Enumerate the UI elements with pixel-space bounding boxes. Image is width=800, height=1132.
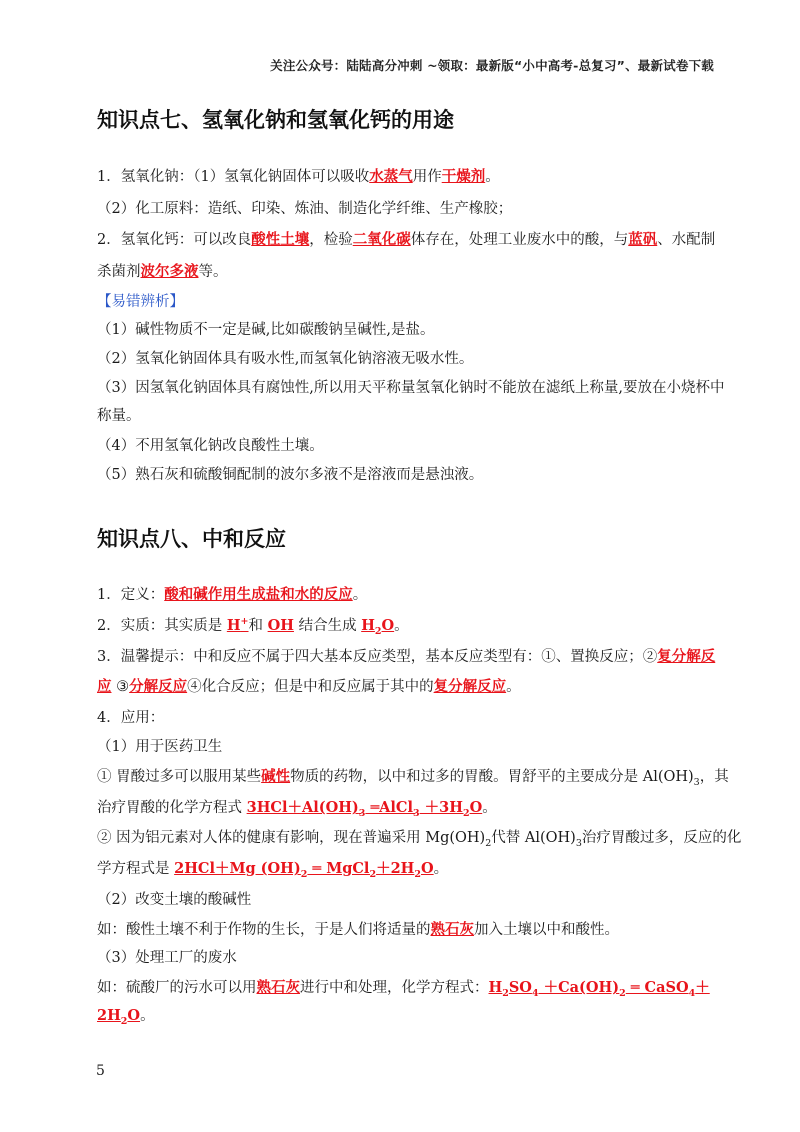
s8-tip-b: 应 ③分解反应④化合反应；但是中和反应属于其中的复分解反应。 xyxy=(97,678,521,695)
highlight-term: 波尔多液 xyxy=(140,263,199,280)
s7-error-3b: 称量。 xyxy=(97,408,141,424)
highlight-term: 二氧化碳 xyxy=(352,231,411,248)
s8-app-3-line-1: 如：硫酸厂的污水可以用熟石灰进行中和处理，化学方程式：$H_2SO_4 +Ca(OH)_2$ ═ CaSO$_4$＋ xyxy=(97,979,710,999)
highlight-term: 蓝矾 xyxy=(628,231,658,248)
section-title-8: 知识点八、中和反应 xyxy=(97,527,286,551)
equation: $3HCl+Al(OH)_3$ ═AlCl$_3$ $+3H_2O$ xyxy=(246,799,483,819)
equation: $H_2SO_4 +Ca(OH)_2$ ═ CaSO$_4$＋ xyxy=(488,979,710,999)
page-number: 5 xyxy=(96,1063,105,1079)
s7-line-3: 2．氢氧化钙：可以改良酸性土壤，检验二氧化碳体存在，处理工业废水中的酸，与蓝矾、水配制 xyxy=(97,231,716,248)
highlight-term: 酸性土壤 xyxy=(251,231,310,248)
s8-app-1: （1）用于医药卫生 xyxy=(97,739,223,755)
s8-app-2-line-1: 如：酸性土壤不利于作物的生长，于是人们将适量的熟石灰加入土壤以中和酸性。 xyxy=(97,921,619,938)
highlight-term: H+ xyxy=(226,616,249,634)
s7-error-3a: （3）因氢氧化钠固体具有腐蚀性,所以用天平称量氢氧化钠时不能放在滤纸上称量,要放在小烧杯中 xyxy=(97,380,725,396)
highlight-term: 酸和碱作用生成盐和水的反应 xyxy=(164,586,353,603)
equation: 2HCl＋Mg $(OH)_2$ ═ $MgCl_2+2H_2O$ xyxy=(174,860,434,880)
s7-error-1: （1）碱性物质不一定是碱,比如碳酸钠呈碱性,是盐。 xyxy=(97,322,435,338)
s8-app-2: （2）改变土壤的酸碱性 xyxy=(97,892,252,908)
s8-app-1-line-3: ② 因为铝元素对人体的健康有影响，现在普遍采用 $Mg(OH)_2$代替 $Al(OH)_3$治疗胃酸过多，反应的化 xyxy=(97,830,742,849)
s7-line-2: （2）化工原料：造纸、印染、炼油、制造化学纤维、生产橡胶； xyxy=(97,201,513,217)
highlight-term: 水蒸气 xyxy=(369,168,413,185)
s8-app-3: （3）处理工厂的废水 xyxy=(97,950,237,966)
s7-line-4: 杀菌剂波尔多液等。 xyxy=(97,263,228,280)
s8-app-1-line-1: ① 胃酸过多可以服用某些碱性物质的药物，以中和过多的胃酸。胃舒平的主要成分是 $Al(OH)_3$，其 xyxy=(97,768,729,788)
s7-line-1: 1．氢氧化钠：（1）氢氧化钠固体可以吸收水蒸气用作干燥剂。 xyxy=(97,168,500,185)
s8-tip-a: 3．温馨提示：中和反应不属于四大基本反应类型，基本反应类型有：①、置换反应；②复分解反 xyxy=(97,648,716,665)
highlight-term: 熟石灰 xyxy=(256,979,300,996)
s8-app-1-line-4: 学方程式是 2HCl＋Mg $(OH)_2$ ═ $MgCl_2+2H_2O$。 xyxy=(97,860,449,880)
highlight-term: 分解反应 xyxy=(129,678,188,695)
s8-definition: 1．定义：酸和碱作用生成盐和水的反应。 xyxy=(97,586,368,603)
s7-error-2: （2）氢氧化钠固体具有吸水性,而氢氧化钠溶液无吸水性。 xyxy=(97,351,474,367)
highlight-term: $H_2O$ xyxy=(361,617,395,637)
page-header: 关注公众号：陆陆高分冲刺 ~领取：最新版“小中高考-总复习”、最新试卷下载 xyxy=(270,58,714,73)
s8-app-1-line-2: 治疗胃酸的化学方程式 $3HCl+Al(OH)_3$ ═AlCl$_3$ $+3H_2O$。 xyxy=(97,799,497,819)
highlight-term: 干燥剂 xyxy=(441,168,486,185)
highlight-term: 碱性 xyxy=(261,768,291,785)
highlight-term: 复分解反应 xyxy=(433,678,507,695)
equation: $2H_2O$ xyxy=(97,1007,141,1027)
s8-essence: 2．实质：其实质是 H+和 OH 结合生成 $H_2O$。 xyxy=(97,616,409,637)
s7-error-4: （4）不用氢氧化钠改良酸性土壤。 xyxy=(97,438,324,454)
s8-app-3-line-2: $2H_2O$。 xyxy=(97,1007,155,1027)
section-title-7: 知识点七、氢氧化钠和氢氧化钙的用途 xyxy=(97,108,454,132)
s8-application: 4．应用： xyxy=(97,710,165,726)
highlight-term: 复分解反 xyxy=(657,648,716,665)
s7-error-5: （5）熟石灰和硫酸铜配制的波尔多液不是溶液而是悬浊液。 xyxy=(97,467,484,483)
highlight-term: 熟石灰 xyxy=(430,921,474,938)
highlight-term: OH xyxy=(267,617,294,634)
highlight-term: 应 xyxy=(97,678,112,695)
error-analysis-tag: 【易错辨析】 xyxy=(97,294,184,310)
